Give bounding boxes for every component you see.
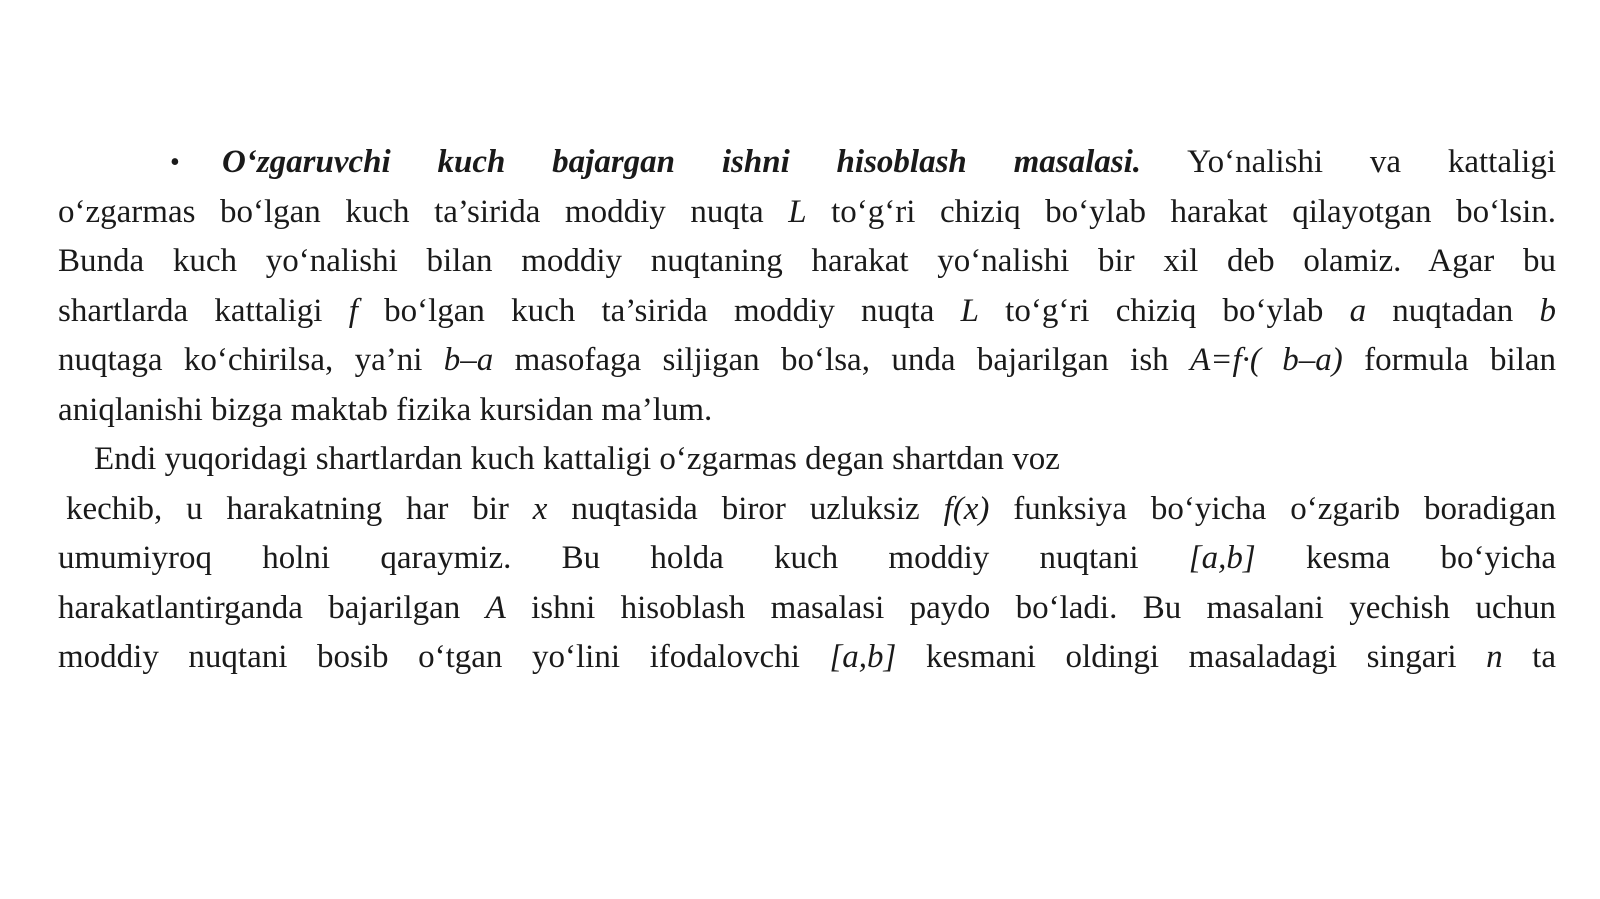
text-segment: ta [1502, 639, 1556, 675]
section-heading: O‘zgaruvchi kuch bajargan ishni hisoblash masalasi. [222, 144, 1142, 180]
paragraph2-line3 [58, 534, 1556, 584]
paragraph1-line3: Bunda kuch yo‘nalishi bilan moddiy nuqtaning harakat yo‘nalishi bir xil deb olamiz. Agar bu [58, 243, 1556, 279]
variable-b: b [1539, 292, 1556, 329]
text-segment: moddiy nuqtani bosib o‘tgan yo‘lini ifodalovchi [58, 639, 830, 675]
paragraph1-line4 [58, 287, 1556, 337]
text-segment: umumiyroq holni qaraymiz. Bu holda kuch moddiy nuqtani [58, 540, 1189, 576]
function-fx: f(x) [943, 490, 990, 527]
interval-ab: [a,b] [1188, 540, 1256, 576]
variable-n: n [1486, 639, 1503, 675]
text-segment: to‘g‘ri chiziq bo‘ylab harakat qilayotgan bo‘lsin. [806, 193, 1556, 230]
text-segment: kesmani oldingi masaladagi singari [896, 639, 1487, 675]
variable-L: L [960, 292, 979, 329]
text-segment: funksiya bo‘yicha o‘zgarib boradigan [989, 490, 1556, 527]
bullet-icon: • [170, 147, 180, 178]
paragraph1-line1 [58, 138, 1556, 188]
expression-b-minus-a: b–a [443, 342, 494, 378]
document-page [58, 138, 1556, 683]
paragraph1-line6: aniqlanishi bizga maktab fizika kursidan ma’lum. [58, 391, 713, 428]
paragraph1-text: Yo‘nalishi va kattaligi [1187, 144, 1556, 180]
text-segment: harakatlantirganda bajarilgan [58, 589, 486, 626]
variable-f: f [348, 292, 358, 329]
text-segment: o‘zgarmas bo‘lgan kuch ta’sirida moddiy nuqta [58, 193, 789, 230]
interval-ab: [a,b] [829, 639, 897, 675]
work-formula: A=f·( b–a) [1190, 342, 1343, 378]
variable-A: A [485, 589, 506, 626]
text-segment: formula bilan [1342, 342, 1556, 378]
paragraph2-line4 [58, 584, 1556, 634]
text-segment: nuqtasida biror uzluksiz [547, 490, 944, 527]
text-segment: nuqtaga ko‘chirilsa, ya’ni [58, 342, 444, 378]
variable-L: L [788, 193, 807, 230]
text-segment: shartlarda kattaligi [58, 292, 349, 329]
text-segment: nuqtadan [1366, 292, 1540, 329]
paragraph2-line2 [58, 485, 1556, 535]
paragraph1-line2 [58, 188, 1556, 238]
text-segment: masofaga siljigan bo‘lsa, unda bajarilgan ish [493, 342, 1191, 378]
paragraph2-line1: Endi yuqoridagi shartlardan kuch kattaligi o‘zgarmas degan shartdan voz [94, 441, 1060, 477]
text-segment: kechib, u harakatning har bir [66, 490, 533, 527]
text-segment: kesma bo‘yicha [1255, 540, 1556, 576]
paragraph2-line5 [58, 633, 1556, 683]
text-segment: bo‘lgan kuch ta’sirida moddiy nuqta [357, 292, 961, 329]
variable-a: a [1349, 292, 1367, 329]
text-segment: to‘g‘ri chiziq bo‘ylab [978, 292, 1350, 329]
text-segment: ishni hisoblash masalasi paydo bo‘ladi. Bu masalani yechish uchun [505, 589, 1556, 626]
paragraph1-line5 [58, 336, 1556, 386]
variable-x: x [532, 490, 548, 527]
